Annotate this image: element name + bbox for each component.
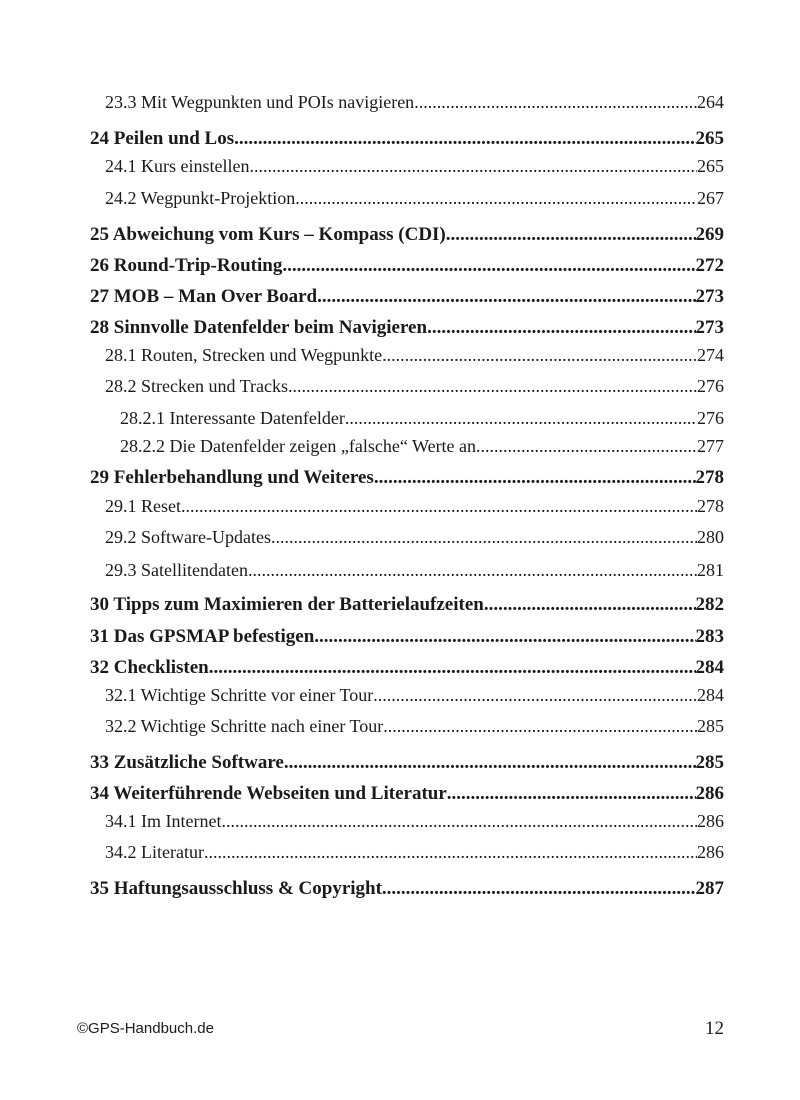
toc-entry[interactable] <box>90 92 724 116</box>
toc-entry-page: 265 <box>697 156 724 176</box>
toc-entry-title: 26 Round-Trip-Routing <box>90 255 283 276</box>
toc-entry-title: 27 MOB – Man Over Board <box>90 286 318 307</box>
toc-leader-dots <box>284 752 696 774</box>
toc-entry[interactable] <box>90 188 724 212</box>
toc-entry-page: 286 <box>697 842 724 862</box>
toc-entry-title: 24 Peilen und Los <box>90 128 235 149</box>
toc-leader-dots <box>234 128 695 150</box>
toc-leader-dots <box>373 685 697 706</box>
toc-leader-dots <box>249 156 697 177</box>
toc-leader-dots <box>314 626 695 648</box>
toc-entry[interactable] <box>90 685 724 709</box>
toc-leader-dots <box>248 560 697 581</box>
toc-leader-dots <box>282 255 695 277</box>
toc-entry-page: 285 <box>695 752 724 773</box>
toc-entry-page: 284 <box>695 657 724 678</box>
toc-entry-page: 280 <box>697 527 724 547</box>
toc-leader-dots <box>383 716 697 737</box>
toc-entry[interactable] <box>90 878 724 902</box>
toc-entry[interactable] <box>90 752 724 776</box>
toc-entry-title: 32.1 Wichtige Schritte vor einer Tour <box>105 685 374 705</box>
toc-leader-dots <box>427 317 695 339</box>
toc-entry-title: 29.2 Software-Updates <box>105 527 271 547</box>
toc-entry[interactable] <box>90 345 724 369</box>
toc-leader-dots <box>414 92 697 113</box>
toc-entry-page: 265 <box>695 128 724 149</box>
toc-entry-page: 283 <box>695 626 724 647</box>
toc-entry-page: 278 <box>695 467 724 488</box>
toc-entry-page: 274 <box>697 345 724 365</box>
toc-leader-dots <box>345 408 697 429</box>
toc-leader-dots <box>317 286 695 308</box>
toc-entry-page: 269 <box>695 224 724 245</box>
toc-entry-page: 286 <box>695 783 724 804</box>
toc-entry-title: 28.2.1 Interessante Datenfelder <box>120 408 345 428</box>
toc-entry-title: 31 Das GPSMAP befestigen <box>90 626 315 647</box>
toc-entry-title: 32.2 Wichtige Schritte nach einer Tour <box>105 716 384 736</box>
toc-entry[interactable] <box>90 436 724 460</box>
toc-entry-page: 286 <box>697 811 724 831</box>
footer-copyright: ©GPS-Handbuch.de <box>77 1020 214 1037</box>
toc-entry-title: 34.1 Im Internet <box>105 811 222 831</box>
toc-leader-dots <box>271 527 697 548</box>
toc-entry[interactable] <box>90 156 724 180</box>
toc-entry-page: 272 <box>695 255 724 276</box>
toc-entry[interactable] <box>90 594 724 618</box>
toc-entry[interactable] <box>90 376 724 400</box>
toc-entry[interactable] <box>90 811 724 835</box>
toc-entry-page: 277 <box>697 436 724 456</box>
toc-leader-dots <box>374 467 696 489</box>
toc-entry-title: 34 Weiterführende Webseiten und Literatur <box>90 783 447 804</box>
toc-entry-title: 30 Tipps zum Maximieren der Batterielaufzeiten <box>90 594 484 615</box>
toc-entry-title: 24.2 Wegpunkt-Projektion <box>105 188 296 208</box>
toc-entry-page: 287 <box>695 878 724 899</box>
toc-entry[interactable] <box>90 224 724 248</box>
toc-entry-page: 276 <box>697 408 724 428</box>
toc-entry-title: 28 Sinnvolle Datenfelder beim Navigieren <box>90 317 428 338</box>
toc-entry-title: 29 Fehlerbehandlung und Weiteres <box>90 467 374 488</box>
toc-leader-dots <box>447 783 696 805</box>
toc-entry[interactable] <box>90 286 724 310</box>
toc-entry-page: 273 <box>695 286 724 307</box>
toc-entry[interactable] <box>90 626 724 650</box>
toc-entry-title: 35 Haftungsausschluss & Copyright <box>90 878 382 899</box>
toc-leader-dots <box>204 842 697 863</box>
toc-entry[interactable] <box>90 783 724 807</box>
toc-leader-dots <box>288 376 697 397</box>
toc-leader-dots <box>446 224 696 246</box>
toc-entry-page: 276 <box>697 376 724 396</box>
toc-leader-dots <box>484 594 696 616</box>
toc-entry-page: 267 <box>697 188 724 208</box>
toc-entry[interactable] <box>90 408 724 432</box>
toc-entry-title: 28.2.2 Die Datenfelder zeigen „falsche“ Werte an <box>120 436 477 456</box>
toc-entry-title: 34.2 Literatur <box>105 842 204 862</box>
toc-entry-title: 28.2 Strecken und Tracks <box>105 376 288 396</box>
toc-entry[interactable] <box>90 467 724 491</box>
toc-entry-title: 25 Abweichung vom Kurs – Kompass (CDI) <box>90 224 446 245</box>
page-number: 12 <box>705 1018 724 1039</box>
toc-leader-dots <box>476 436 697 457</box>
toc-entry[interactable] <box>90 496 724 520</box>
toc-leader-dots <box>382 878 696 900</box>
toc-entry[interactable] <box>90 128 724 152</box>
toc-entry-title: 24.1 Kurs einstellen <box>105 156 250 176</box>
toc-entry-title: 33 Zusätzliche Software <box>90 752 284 773</box>
toc-leader-dots <box>181 496 697 517</box>
toc-entry-page: 285 <box>697 716 724 736</box>
toc-entry[interactable] <box>90 716 724 740</box>
table-of-contents <box>90 0 724 1100</box>
toc-entry-title: 23.3 Mit Wegpunkten und POIs navigieren <box>105 92 415 112</box>
toc-entry-page: 281 <box>697 560 724 580</box>
toc-entry[interactable] <box>90 527 724 551</box>
toc-leader-dots <box>209 657 696 679</box>
toc-leader-dots <box>221 811 697 832</box>
toc-entry-page: 284 <box>697 685 724 705</box>
toc-leader-dots <box>295 188 697 209</box>
toc-entry[interactable] <box>90 255 724 279</box>
toc-entry-page: 278 <box>697 496 724 516</box>
toc-entry[interactable] <box>90 842 724 866</box>
toc-entry-title: 29.3 Satellitendaten <box>105 560 248 580</box>
toc-entry-page: 282 <box>695 594 724 615</box>
toc-entry-page: 273 <box>695 317 724 338</box>
toc-entry-title: 29.1 Reset <box>105 496 181 516</box>
toc-entry-page: 264 <box>697 92 724 112</box>
toc-leader-dots <box>382 345 697 366</box>
toc-entry[interactable] <box>90 317 724 341</box>
toc-entry-title: 32 Checklisten <box>90 657 209 678</box>
toc-entry[interactable] <box>90 560 724 584</box>
toc-entry-title: 28.1 Routen, Strecken und Wegpunkte <box>105 345 383 365</box>
toc-entry[interactable] <box>90 657 724 681</box>
